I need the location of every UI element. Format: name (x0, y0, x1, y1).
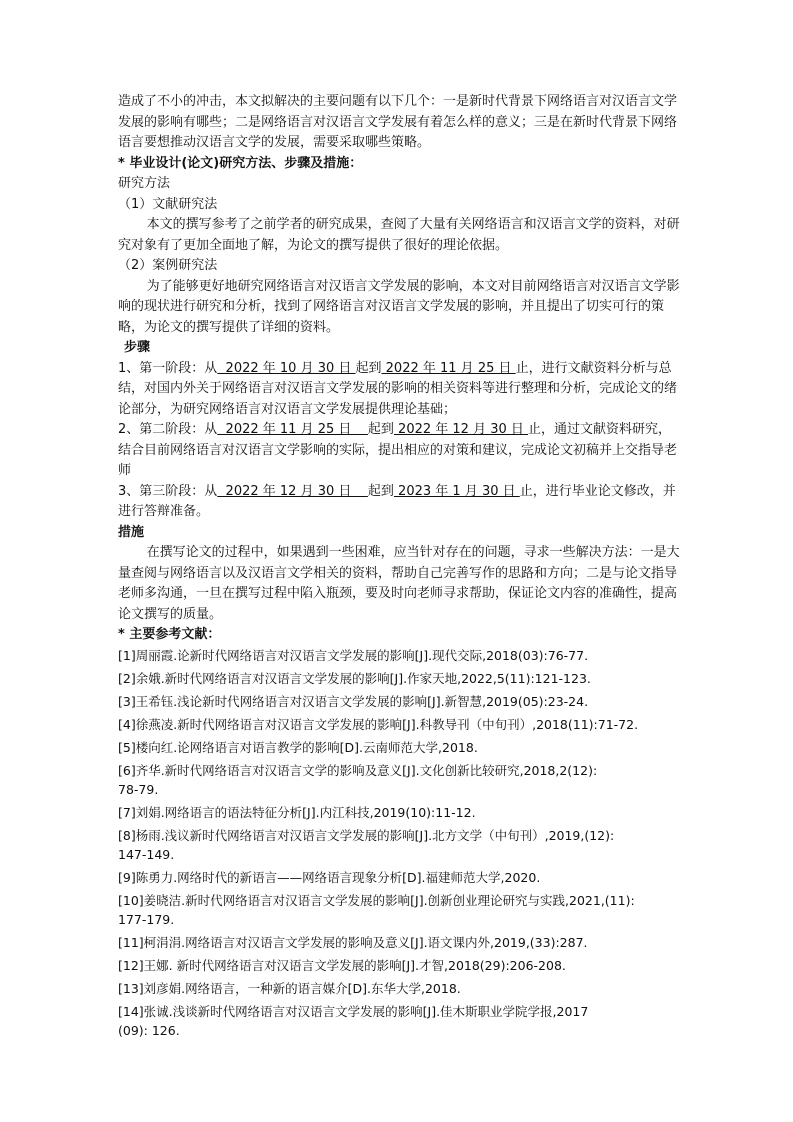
method1-title: （1）文献研究法 (118, 196, 218, 212)
document-page (118, 92, 683, 1044)
method2-title: （2）案例研究法 (118, 258, 218, 273)
steps-title: 步骤 (124, 340, 151, 355)
step-to-date: 2023 年 1 月 30 日 (393, 483, 520, 499)
references-heading: * 主要参考文献： (118, 627, 221, 642)
reference-item: [1]周丽霞.论新时代网络语言对汉语言文学发展的影响[J].现代交际,2018(03):76-77. (118, 647, 589, 663)
step-from-date: 2022 年 10 月 30 日 (217, 360, 356, 376)
reference-item-continued: 177-179. (118, 911, 175, 927)
step-to-date: 2022 年 12 月 30 日 (393, 422, 529, 437)
reference-item: [3]王希钰.浅论新时代网络语言对汉语言文学发展的影响[J].新智慧,2019(05):23-24. (118, 693, 589, 709)
intro-paragraph: 造成了不小的冲击，本文拟解决的主要问题有以下几个：一是新时代背景下网络语言对汉语言文学发展的影响有哪些；二是网络语言对汉语言文学发展有着怎么样的意义；三是在新时代背景下网络语言要想推动汉语言文学的发展，需要采取哪些策略。 (118, 94, 678, 150)
reference-item: [8]杨雨.浅议新时代网络语言对汉语言文学发展的影响[J].北方文学（中旬刊）,2019,(12): (118, 827, 615, 843)
reference-item: [13]刘彦娟.网络语言，一种新的语言媒介[D].东华大学,2018. (118, 980, 461, 996)
measures-text: 在撰写论文的过程中，如果遇到一些困难，应当针对存在的问题，寻求一些解决方法：一是大量查阅与网络语言以及汉语言文学相关的资料，帮助自己完善写作的思路和方向；二是与论文指导老师多沟通，一旦在撰写过程中陷入瓶颈，要及时向老师寻求帮助，保证论文内容的准确性，提高论文撰写的质量。 (118, 545, 680, 622)
step-item: 1、第一阶段：从 2022 年 10 月 30 日 起到 2022 年 11 月 25 日 止，进行文献资料分析与总结，对国内外关于网络语言对汉语言文学发展的影响的相关资料等进行整理和分析，完成论文的绪论部分，为研究网络语言对汉语言文学发展提供理论基础； (118, 360, 678, 417)
reference-item: [5]楼向红.论网络语言对语言教学的影响[D].云南师范大学,2018. (118, 739, 478, 755)
reference-item-continued: (09): 126. (118, 1022, 180, 1038)
reference-item-continued: 78-79. (118, 781, 159, 797)
reference-item: [12]王娜. 新时代网络语言对汉语言文学发展的影响[J].才智,2018(29):206-208. (118, 957, 566, 973)
step-item: 3、第三阶段：从 2022 年 12 月 30 日 起到 2023 年 1 月 30 日 止，进行毕业论文修改，并进行答辩准备。 (118, 483, 676, 519)
reference-item: [2]余娥.新时代网络语言对汉语言文学发展的影响[J].作家天地,2022,5(11):121-123. (118, 670, 591, 686)
reference-item: [9]陈勇力.网络时代的新语言——网络语言现象分析[D].福建师范大学,2020. (118, 869, 541, 885)
step-to-date: 2022 年 11 月 25 日 (381, 360, 516, 376)
reference-item: [10]姜晓洁.新时代网络语言对汉语言文学发展的影响[J].创新创业理论研究与实践,2021,(11): (118, 892, 635, 908)
method1-text: 本文的撰写参考了之前学者的研究成果，查阅了大量有关网络语言和汉语言文学的资料，对研究对象有了更加全面地了解，为论文的撰写提供了很好的理论依据。 (118, 217, 680, 253)
reference-item: [7]刘娟.网络语言的语法特征分析[J].内江科技,2019(10):11-12. (118, 804, 476, 820)
step-item: 2、第二阶段：从 2022 年 11 月 25 日 起到 2022 年 12 月 30 日 止，通过文献资料研究，结合目前网络语言对汉语言文学影响的实际，提出相应的对策和建议，完成论文初稿并上交指导老师 (118, 422, 678, 478)
reference-item: [6]齐华.新时代网络语言对汉语言文学的影响及意义[J].文化创新比较研究,2018,2(12): (118, 762, 598, 778)
reference-list (118, 646, 683, 1040)
step-from-date: 2022 年 12 月 30 日 (217, 483, 368, 499)
step-from-date: 2022 年 11 月 25 日 (217, 422, 368, 437)
method2-text: 为了能够更好地研究网络语言对汉语言文学发展的影响，本文对目前网络语言对汉语言文学影响的现状进行研究和分析，找到了网络语言对汉语言文学发展的影响，并且提出了切实可行的策略，为论文的撰写提供了详细的资料。 (118, 278, 680, 335)
reference-item: [14]张诚.浅谈新时代网络语言对汉语言文学发展的影响[J].佳木斯职业学院学报,2017 (118, 1003, 589, 1019)
reference-item: [4]徐燕凌.新时代网络语言对汉语言文学发展的影响[J].科教导刊（中旬刊）,2018(11):71-72. (118, 716, 639, 732)
reference-item: [11]柯涓涓.网络语言对汉语言文学发展的影响及意义[J].语文课内外,2019,(33):287. (118, 934, 588, 950)
reference-item-continued: 147-149. (118, 846, 175, 862)
measures-title: 措施 (118, 524, 145, 540)
methods-title: 研究方法 (118, 176, 171, 191)
methods-heading: * 毕业设计(论文)研究方法、步骤及措施： (118, 155, 363, 171)
